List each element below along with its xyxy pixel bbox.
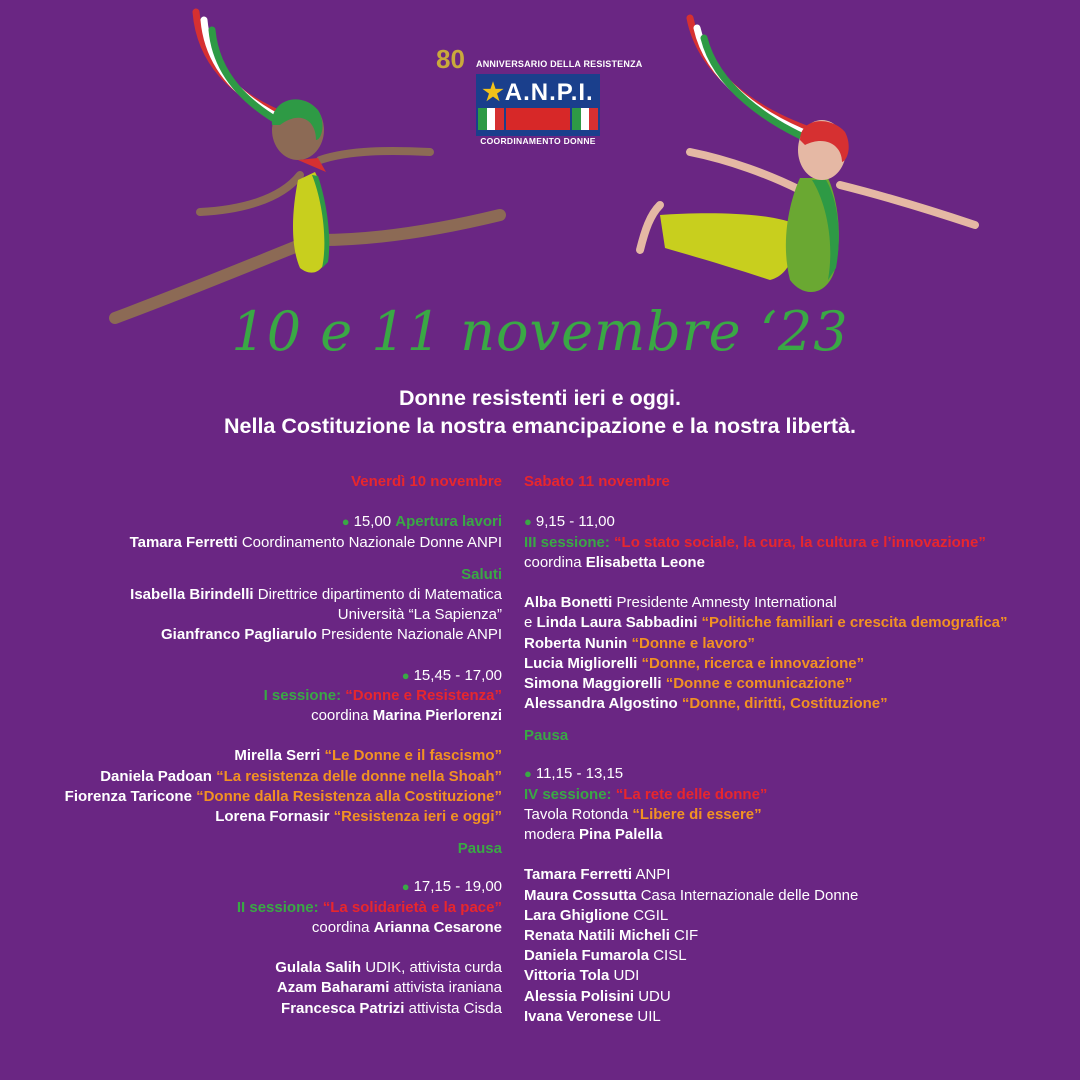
right-dancer — [640, 120, 975, 292]
saturday-pause: Pausa — [524, 727, 569, 745]
opening-speaker-row: Tamara Ferretti Coordinamento Nazionale Donne ANPI — [129, 533, 502, 551]
session-1-title: I sessione: “Donne e Resistenza” — [263, 686, 502, 704]
session-3-title: III sessione: “Lo stato sociale, la cura, la cultura e l’innovazione” — [524, 533, 986, 551]
logo-anpi-box — [476, 74, 600, 136]
bullet-icon: ● — [524, 766, 532, 782]
italian-flag-icon — [478, 108, 504, 130]
speaker-row: e Linda Laura Sabbadini “Politiche familiari e crescita demografica” — [524, 614, 1008, 632]
anpi-logo — [430, 40, 643, 150]
saturday-program — [524, 472, 1074, 1027]
event-dates-title: 10 e 11 novembre ‘23 — [231, 300, 849, 363]
speaker-row: Simona Maggiorelli “Donne e comunicazione” — [524, 674, 853, 692]
speaker-row: Azam Baharami attivista iraniana — [276, 979, 502, 997]
logo-anniversary-text: ANNIVERSARIO DELLA RESISTENZA — [476, 59, 643, 69]
friday-day-heading: Venerdì 10 novembre — [351, 473, 502, 490]
speaker-row: Roberta Nunin “Donne e lavoro” — [524, 634, 755, 652]
italian-flag-icon — [572, 108, 598, 130]
speaker-row: Vittoria Tola UDI — [524, 967, 640, 985]
session-2-time: ● 17,15 - 19,00 — [401, 878, 502, 896]
round-table-row: Tavola Rotonda “Libere di essere” — [524, 805, 762, 823]
speaker-row: Francesca Patrizi attivista Cisda — [281, 999, 502, 1017]
speaker-row: Daniela Padoan “La resistenza delle donne nella Shoah” — [100, 767, 502, 785]
session-1-time: ● 15,45 - 17,00 — [401, 666, 502, 684]
logo-anpi-name: ★A.N.P.I. — [482, 79, 594, 106]
headline-line-2: Nella Costituzione la nostra emancipazione e la nostra libertà. — [223, 414, 857, 438]
session-2-title: II sessione: “La solidarietà e la pace” — [236, 898, 502, 916]
headline-line-1: Donne resistenti ieri e oggi. — [399, 386, 681, 410]
speaker-row: Alessandra Algostino “Donne, diritti, Costituzione” — [524, 695, 888, 713]
session-4-title: IV sessione: “La rete delle donne” — [524, 785, 768, 803]
speaker-row: Mirella Serri “Le Donne e il fascismo” — [234, 747, 502, 765]
friday-pause: Pausa — [457, 840, 502, 858]
greeting-row-cont: Università “La Sapienza” — [337, 606, 502, 624]
right-tricolour-ribbon — [690, 18, 819, 144]
speaker-row: Alessia Polisini UDU — [524, 987, 671, 1005]
speaker-row: Daniela Fumarola CISL — [524, 947, 687, 965]
session-3-time: ● 9,15 - 11,00 — [524, 513, 615, 531]
logo-80-number: 80 — [436, 44, 465, 74]
speaker-row: Gulala Salih UDIK, attivista curda — [275, 959, 502, 977]
bullet-icon: ● — [401, 879, 410, 895]
logo-subtitle: COORDINAMENTO DONNE — [480, 136, 596, 146]
session-4-time: ● 11,15 - 13,15 — [524, 765, 624, 783]
bullet-icon: ● — [524, 514, 532, 530]
speaker-row: Tamara Ferretti ANPI — [524, 866, 671, 884]
speaker-row: Fiorenza Taricone “Donne dalla Resistenza alla Costituzione” — [64, 787, 502, 805]
logo-red-bar — [506, 108, 570, 130]
greeting-row: Gianfranco Pagliarulo Presidente Nazionale ANPI — [161, 626, 502, 644]
saturday-day-heading: Sabato 11 novembre — [524, 473, 670, 490]
session-2-coordinator: coordina Arianna Cesarone — [311, 918, 502, 936]
speaker-row: Lorena Fornasir “Resistenza ieri e oggi” — [215, 808, 502, 825]
opening-time-row: ● 15,00 Apertura lavori — [341, 513, 502, 531]
headline — [0, 384, 1080, 440]
speaker-row: Ivana Veronese UIL — [524, 1007, 661, 1025]
bullet-icon: ● — [401, 667, 410, 683]
friday-program — [2, 472, 502, 1019]
speaker-row: Maura Cossutta Casa Internazionale delle Donne — [524, 886, 859, 904]
star-icon: ★ — [482, 79, 505, 106]
session-4-moderator: modera Pina Palella — [524, 826, 663, 843]
session-1-coordinator: coordina Marina Pierlorenzi — [311, 707, 502, 725]
speaker-row: Renata Natili Micheli CIF — [524, 926, 699, 944]
bullet-icon: ● — [341, 514, 350, 530]
speaker-row: Lucia Migliorelli “Donne, ricerca e innovazione” — [524, 654, 865, 672]
speaker-row: Lara Ghiglione CGIL — [524, 906, 669, 924]
speaker-row: Alba Bonetti Presidente Amnesty International — [524, 594, 837, 612]
session-3-coordinator: coordina Elisabetta Leone — [524, 553, 705, 571]
greetings-label: Saluti — [461, 565, 502, 583]
greeting-row: Isabella Birindelli Direttrice dipartimento di Matematica — [130, 585, 502, 603]
